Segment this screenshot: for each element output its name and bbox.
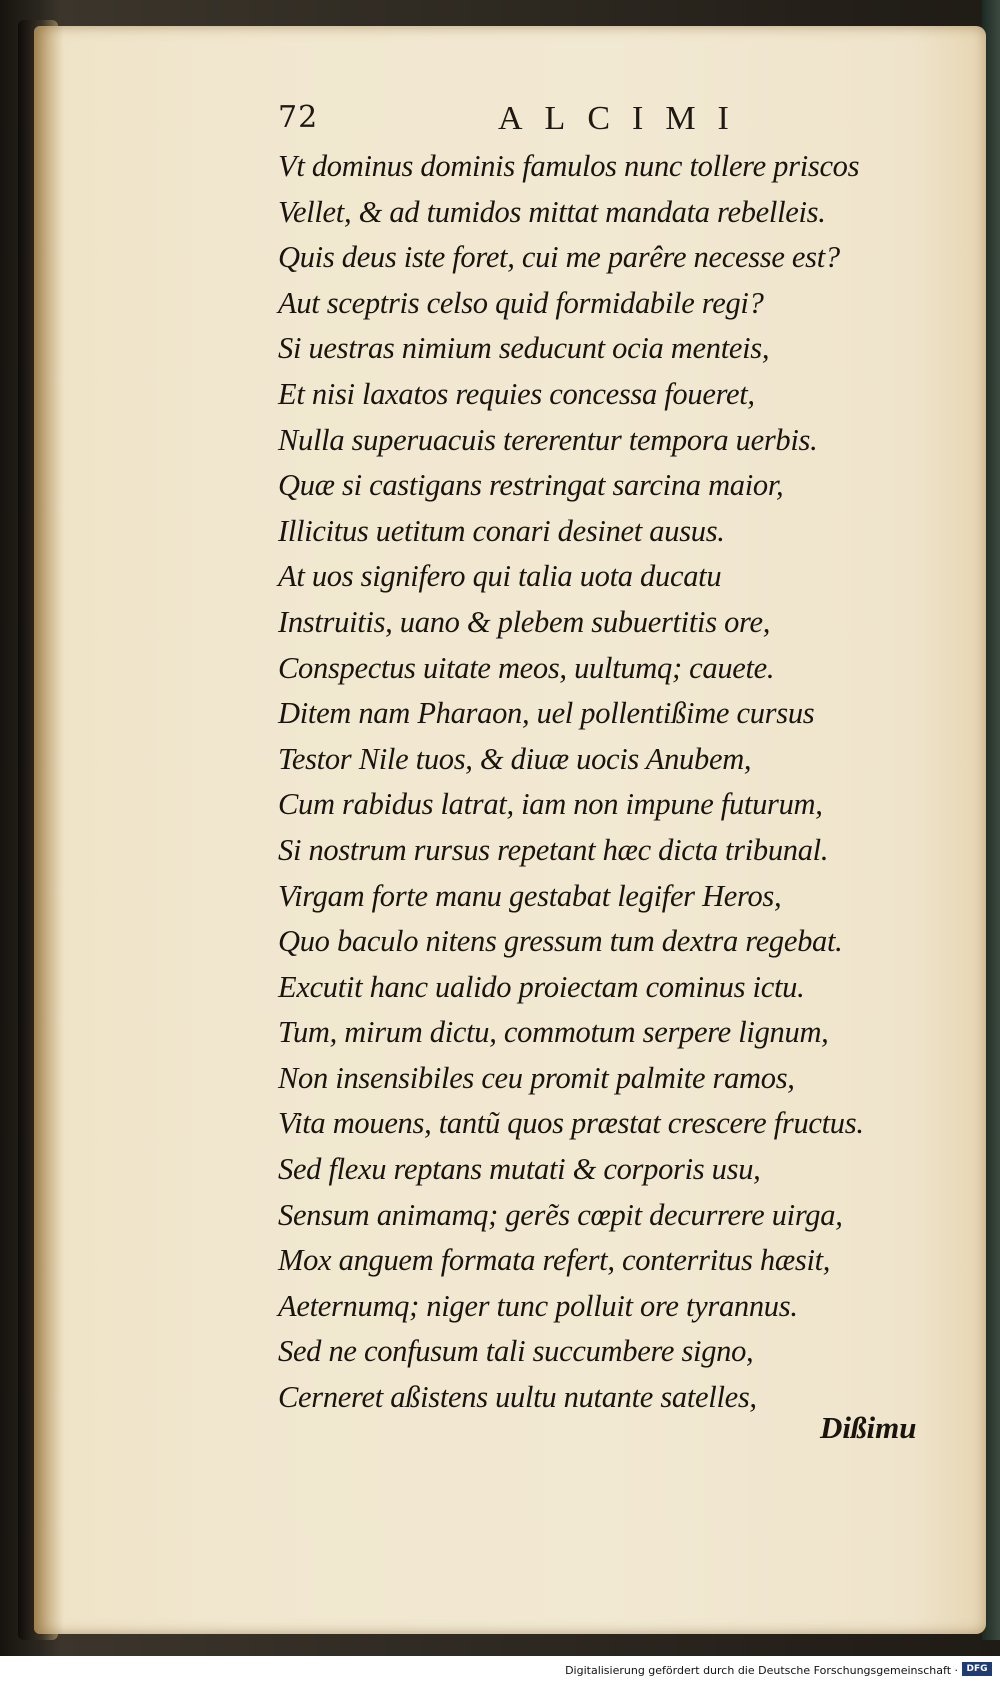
verse-line: Vita mouens, tantũ quos præstat crescere fructus.	[278, 1106, 864, 1141]
verse-block	[278, 144, 968, 1421]
verse-line: Si uestras nimium seducunt ocia menteis,	[278, 331, 770, 366]
verse-line: Sed ne confusum tali succumbere signo,	[278, 1334, 754, 1369]
catchword: Dißimu	[820, 1410, 917, 1445]
dfg-logo: DFG	[962, 1662, 992, 1676]
verse-line: Testor Nile tuos, & diuæ uocis Anubem,	[278, 741, 752, 776]
verse-line: Cum rabidus latrat, iam non impune futurum,	[278, 787, 823, 822]
verse-line: Instruitis, uano & plebem subuertitis ore,	[278, 604, 771, 639]
verse-line: Non insensibiles ceu promit palmite ramos,	[278, 1060, 795, 1095]
verse-line: Conspectus uitate meos, uultumq; cauete.	[278, 650, 775, 685]
verse-line: Vellet, & ad tumidos mittat mandata rebelleis.	[278, 194, 826, 229]
verse-line: Cerneret aßistens uultu nutante satelles,	[278, 1380, 757, 1415]
verse-line: Aut sceptris celso quid formidabile regi?	[278, 285, 764, 320]
verse-line: Si nostrum rursus repetant hæc dicta tribunal.	[278, 832, 829, 867]
verse-line: Excutit hanc ualido proiectam cominus ictu.	[278, 969, 805, 1004]
verse-line: At uos signifero qui talia uota ducatu	[278, 559, 722, 594]
verse-line: Quæ si castigans restringat sarcina maior,	[278, 468, 784, 503]
page-gutter-shadow	[34, 26, 64, 1634]
verse-line: Illicitus uetitum conari desinet ausus.	[278, 513, 725, 548]
running-head: ALCIMI	[498, 100, 751, 137]
verse-line: Et nisi laxatos requies concessa foueret,	[278, 376, 755, 411]
verse-line: Virgam forte manu gestabat legifer Heros,	[278, 878, 782, 913]
page-number: 72	[278, 100, 319, 135]
verse-line: Sensum animamq; gerẽs cœpit decurrere uirga,	[278, 1197, 843, 1232]
verse-line: Mox anguem formata refert, conterritus hæsit,	[278, 1243, 831, 1278]
verse-line: Quis deus iste foret, cui me parêre necesse est?	[278, 240, 840, 275]
verse-line: Quo baculo nitens gressum tum dextra regebat.	[278, 924, 843, 959]
verse-line: Vt dominus dominis famulos nunc tollere priscos	[278, 149, 860, 183]
verse-line: Nulla superuacuis tererentur tempora uerbis.	[278, 422, 818, 457]
digitization-credit: Digitalisierung gefördert durch die Deutsche Forschungsgemeinschaft ·	[565, 1664, 958, 1677]
verse-line: Sed flexu reptans mutati & corporis usu,	[278, 1152, 761, 1187]
verse-line: Ditem nam Pharaon, uel pollentißime cursus	[278, 696, 815, 731]
verse-line: Tum, mirum dictu, commotum serpere lignum,	[278, 1015, 829, 1050]
verse-line: Aeternumq; niger tunc polluit ore tyrannus.	[278, 1288, 798, 1323]
